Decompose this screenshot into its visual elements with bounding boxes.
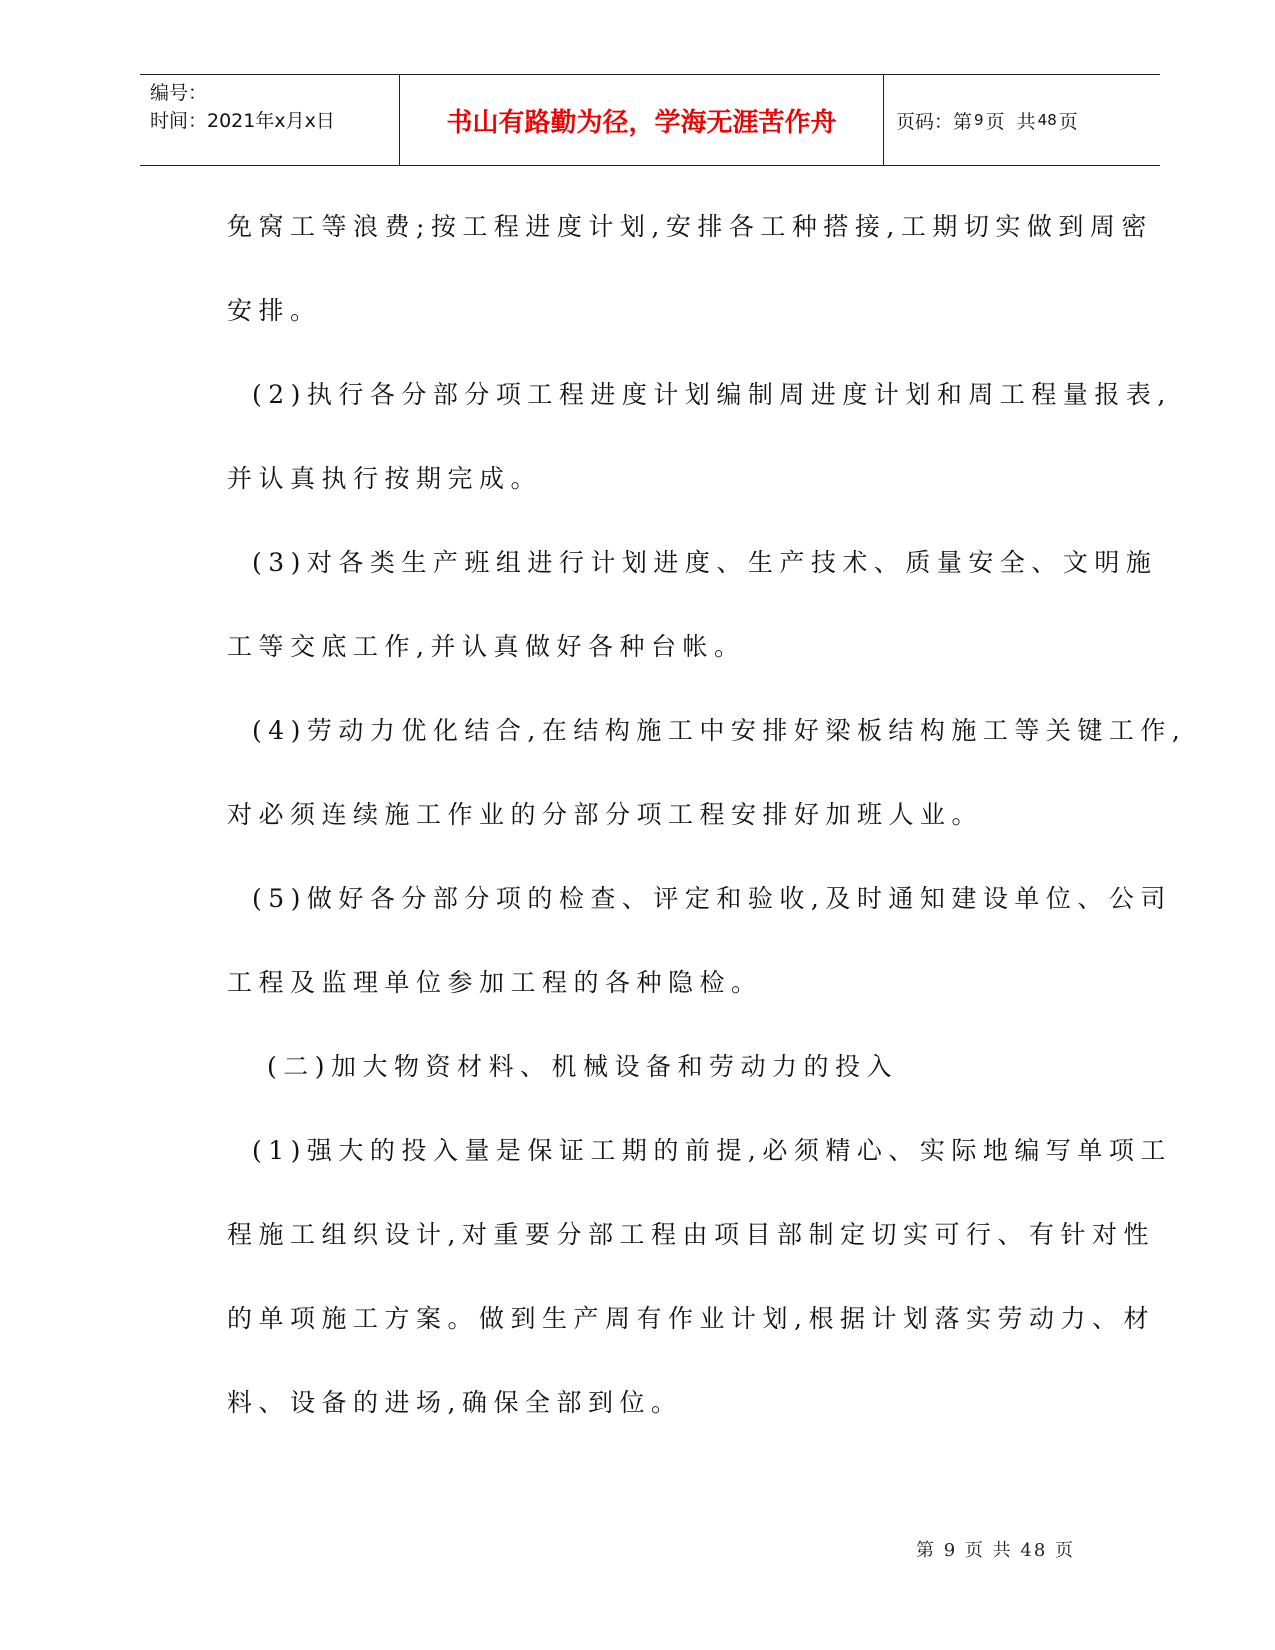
- body-paragraph-line: 并认真执行按期完成。: [227, 464, 543, 493]
- header-meta: [150, 79, 335, 135]
- page-mid: 页 共: [985, 110, 1036, 133]
- body-paragraph-line: (二)加大物资材料、机械设备和劳动力的投入: [267, 1052, 899, 1081]
- page-header: [140, 74, 1160, 166]
- page-footer: 第 9 页 共 48 页: [916, 1540, 1075, 1561]
- body-paragraph-line: 工等交底工作,并认真做好各种台帐。: [227, 632, 746, 661]
- body-paragraph-line: 免窝工等浪费;按工程进度计划,安排各工种搭接,工期切实做到周密: [227, 212, 1153, 241]
- date-label: 时间：2021年x月x日: [150, 110, 335, 132]
- body-paragraph-line: 安排。: [227, 296, 322, 325]
- document-body: [227, 185, 1187, 1445]
- header-divider: [883, 75, 884, 165]
- body-paragraph-line: 程施工组织设计,对重要分部工程由项目部制定切实可行、有针对性: [227, 1220, 1155, 1249]
- page-number: 9: [974, 111, 984, 129]
- body-paragraph-line: 的单项施工方案。做到生产周有作业计划,根据计划落实劳动力、材: [227, 1304, 1155, 1333]
- body-paragraph-line: (1)强大的投入量是保证工期的前提,必须精心、实际地编写单项工: [252, 1136, 1172, 1165]
- body-paragraph-line: 对必须连续施工作业的分部分项工程安排好加班人业。: [227, 800, 984, 829]
- body-paragraph-line: 工程及监理单位参加工程的各种隐检。: [227, 968, 763, 997]
- body-paragraph-line: (2)执行各分部分项工程进度计划编制周进度计划和周工程量报表,: [252, 380, 1172, 409]
- serial-label: 编号：: [150, 82, 208, 104]
- page-suffix: 页: [1058, 110, 1078, 133]
- page-total: 48: [1037, 111, 1057, 129]
- page-prefix: 页码：第: [896, 110, 973, 133]
- header-page-indicator: [896, 75, 1078, 165]
- body-paragraph-line: (5)做好各分部分项的检查、评定和验收,及时通知建设单位、公司: [252, 884, 1172, 913]
- body-paragraph-line: (4)劳动力优化结合,在结构施工中安排好梁板结构施工等关键工作,: [252, 716, 1187, 745]
- body-paragraph-line: (3)对各类生产班组进行计划进度、生产技术、质量安全、文明施: [252, 548, 1158, 577]
- body-paragraph-line: 料、设备的进场,确保全部到位。: [227, 1388, 683, 1417]
- header-motto: 书山有路勤为径，学海无涯苦作舟: [446, 107, 837, 138]
